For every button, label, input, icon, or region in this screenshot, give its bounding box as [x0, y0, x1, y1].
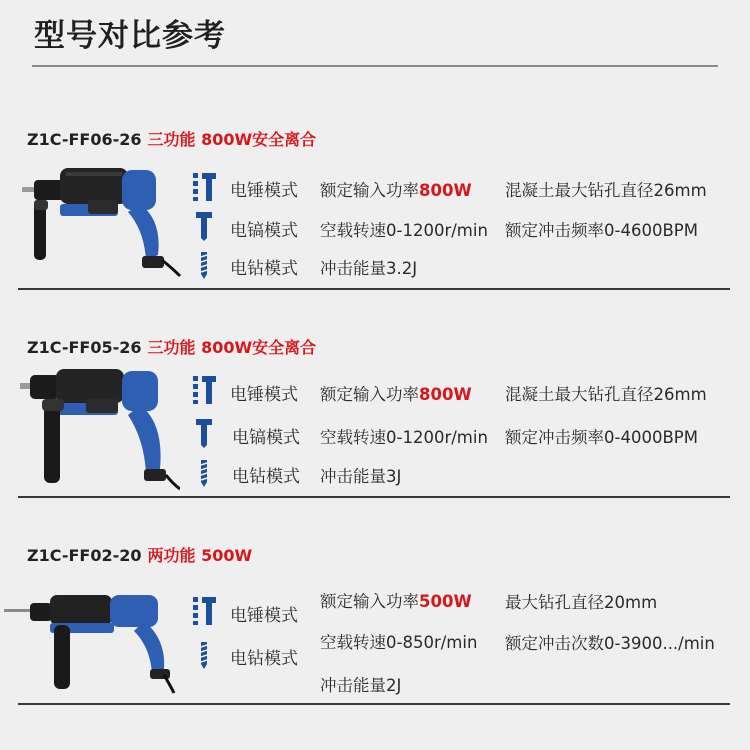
model-heading: [27, 543, 252, 566]
mode-label-drill: 电钻模式: [230, 259, 298, 279]
section-divider: [18, 703, 730, 705]
model-heading: [27, 127, 316, 150]
rated-power: 额定输入功率800W: [320, 385, 472, 404]
title-divider: [32, 65, 718, 67]
mode-label-drill: 电钻模式: [232, 467, 300, 487]
no-load-speed: 空载转速0-1200r/min: [320, 221, 488, 240]
model-code: Z1C-FF02-20: [27, 546, 142, 565]
mode-label-hammer: 电锤模式: [230, 385, 298, 405]
mode-label-hammer: 电锤模式: [230, 606, 298, 626]
model-code: Z1C-FF06-26: [27, 130, 142, 149]
max-drill-diameter: 混凝土最大钻孔直径26mm: [505, 181, 707, 200]
section-divider: [18, 288, 730, 290]
hammer-mode-icon: [190, 595, 218, 627]
hammer-drill-image: [22, 160, 182, 278]
no-load-speed: 空载转速0-1200r/min: [320, 428, 488, 447]
drill-mode-icon: [190, 456, 218, 488]
model-highlight: 三功能 800W安全离合: [147, 338, 317, 357]
model-highlight: 两功能 500W: [147, 546, 253, 565]
model-highlight: 三功能 800W安全离合: [147, 130, 317, 149]
impact-energy: 冲击能量3.2J: [320, 259, 418, 278]
rated-power: 额定输入功率800W: [320, 181, 472, 200]
chisel-mode-icon: [190, 210, 218, 242]
hammer-mode-icon: [190, 374, 218, 406]
mode-label-chisel: 电镐模式: [230, 221, 298, 241]
impact-rate: 额定冲击次数0-3900.../min: [505, 634, 715, 653]
hammer-drill-image: [20, 365, 180, 491]
max-drill-diameter: 混凝土最大钻孔直径26mm: [505, 385, 707, 404]
page-title: 型号对比参考: [34, 18, 226, 54]
chisel-mode-icon: [190, 417, 218, 449]
mode-label-chisel: 电镐模式: [232, 428, 300, 448]
section-divider: [18, 496, 730, 498]
drill-mode-icon: [190, 638, 218, 670]
mode-label-hammer: 电锤模式: [230, 181, 298, 201]
impact-energy: 冲击能量3J: [320, 467, 402, 486]
rated-power: 额定输入功率500W: [320, 592, 472, 611]
model-heading: [27, 335, 316, 358]
hammer-mode-icon: [190, 171, 218, 203]
mode-label-drill: 电钻模式: [230, 649, 298, 669]
impact-rate: 额定冲击频率0-4600BPM: [505, 221, 698, 240]
max-drill-diameter: 最大钻孔直径20mm: [505, 593, 658, 612]
no-load-speed: 空载转速0-850r/min: [320, 633, 478, 652]
drill-mode-icon: [190, 248, 218, 280]
impact-energy: 冲击能量2J: [320, 676, 402, 695]
hammer-drill-image: [4, 585, 184, 695]
model-code: Z1C-FF05-26: [27, 338, 142, 357]
impact-rate: 额定冲击频率0-4000BPM: [505, 428, 698, 447]
